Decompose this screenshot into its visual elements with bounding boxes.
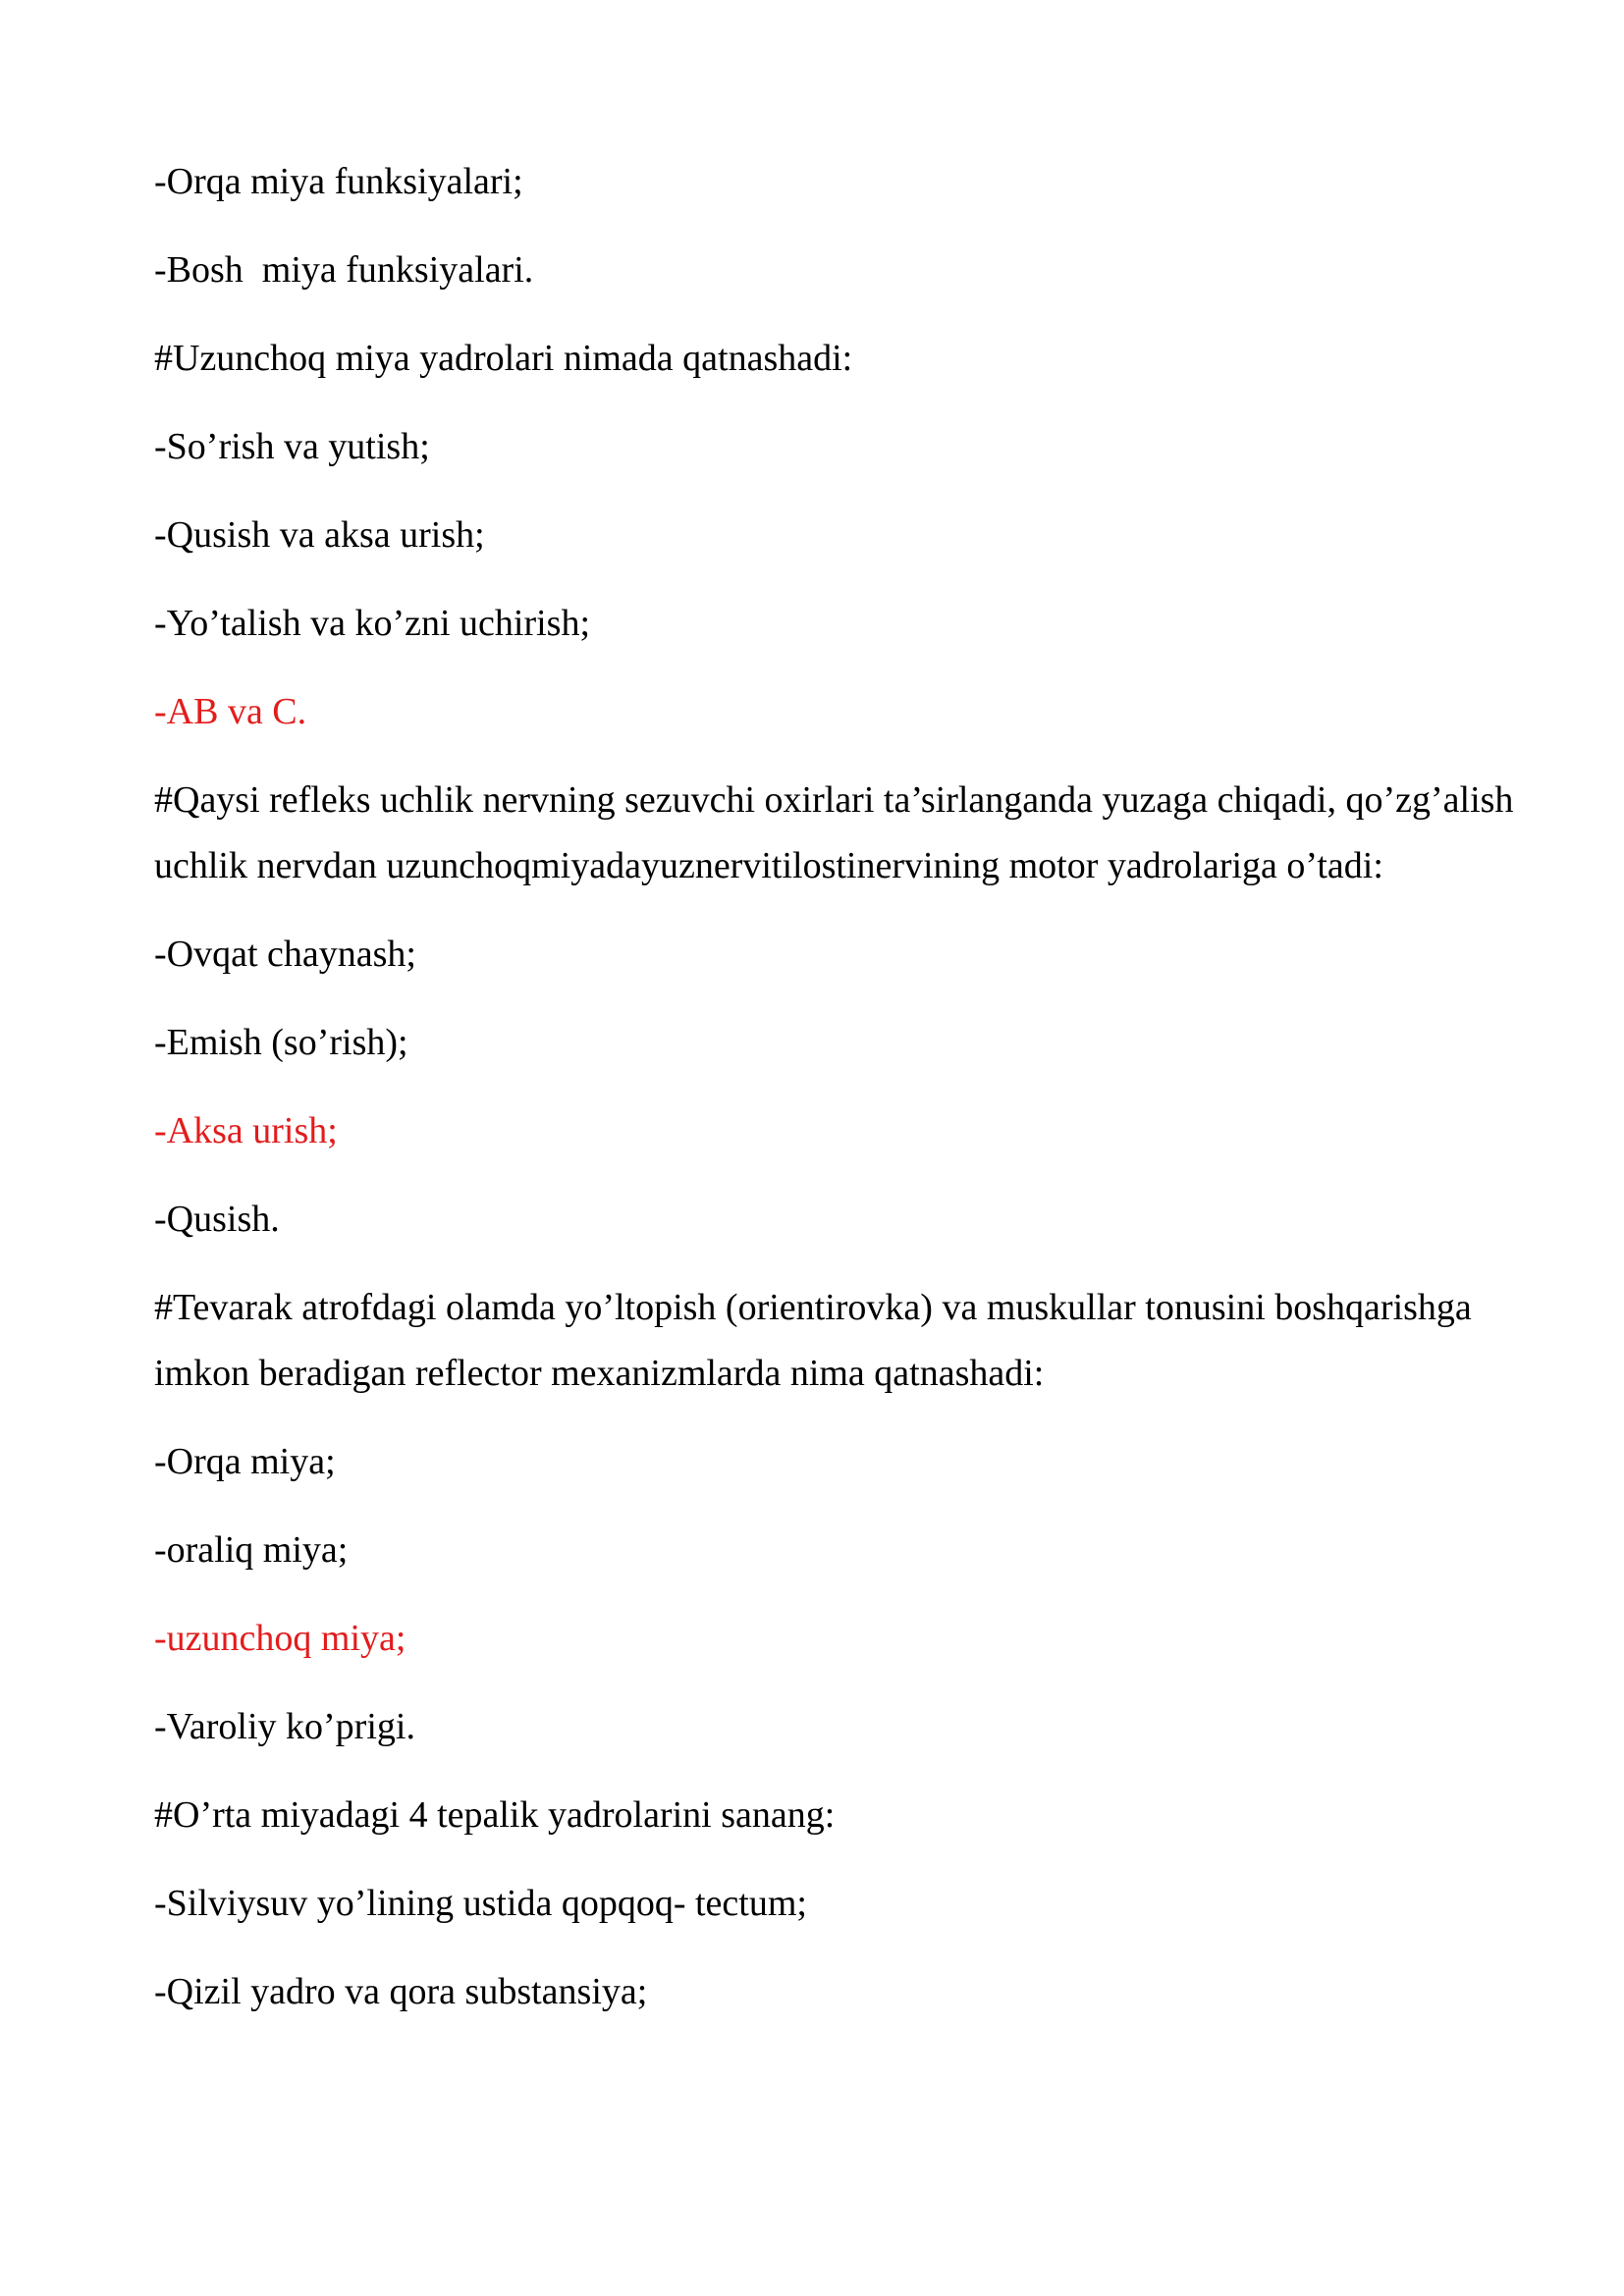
correct-answer-line: -uzunchoq miya;: [154, 1618, 406, 1659]
option-line: -Qusish va aksa urish;: [154, 514, 485, 556]
option-line: -Orqa miya funksiyalari;: [154, 161, 523, 202]
option-line: -Bosh miya funksiyalari.: [154, 249, 534, 291]
option-line: -Ovqat chaynash;: [154, 934, 416, 975]
option-line: -Orqa miya;: [154, 1441, 336, 1482]
option-line: -Silviysuv yo’lining ustida qopqoq- tectum;: [154, 1883, 807, 1924]
question-line: #Qaysi refleks uchlik nervning sezuvchi oxirlari ta’sirlanganda yuzaga chiqadi, qo’zg’alish uchlik nervdan uzunchoqmiyadayuznervitilostinervining motor yadrolariga o’tadi:: [154, 779, 1523, 886]
question-line: #Tevarak atrofdagi olamda yo’ltopish (orientirovka) va muskullar tonusini boshqarishga imkon beradigan reflector mexanizmlarda nima qatnashadi:: [154, 1287, 1482, 1394]
option-line: -Varoliy ko’prigi.: [154, 1706, 415, 1747]
correct-answer-line: -Aksa urish;: [154, 1110, 338, 1151]
correct-answer-line: -AB va C.: [154, 691, 307, 732]
document-body: [154, 149, 1529, 2048]
option-line: -oraliq miya;: [154, 1529, 349, 1571]
question-line: #O’rta miyadagi 4 tepalik yadrolarini sanang:: [154, 1794, 836, 1836]
option-line: -Yo’talish va ko’zni uchirish;: [154, 603, 591, 644]
option-line: -Qusish.: [154, 1199, 280, 1240]
option-line: -Qizil yadro va qora substansiya;: [154, 1971, 648, 2012]
option-line: -Emish (so’rish);: [154, 1022, 408, 1063]
option-line: -So’rish va yutish;: [154, 426, 430, 467]
question-line: #Uzunchoq miya yadrolari nimada qatnashadi:: [154, 338, 853, 379]
